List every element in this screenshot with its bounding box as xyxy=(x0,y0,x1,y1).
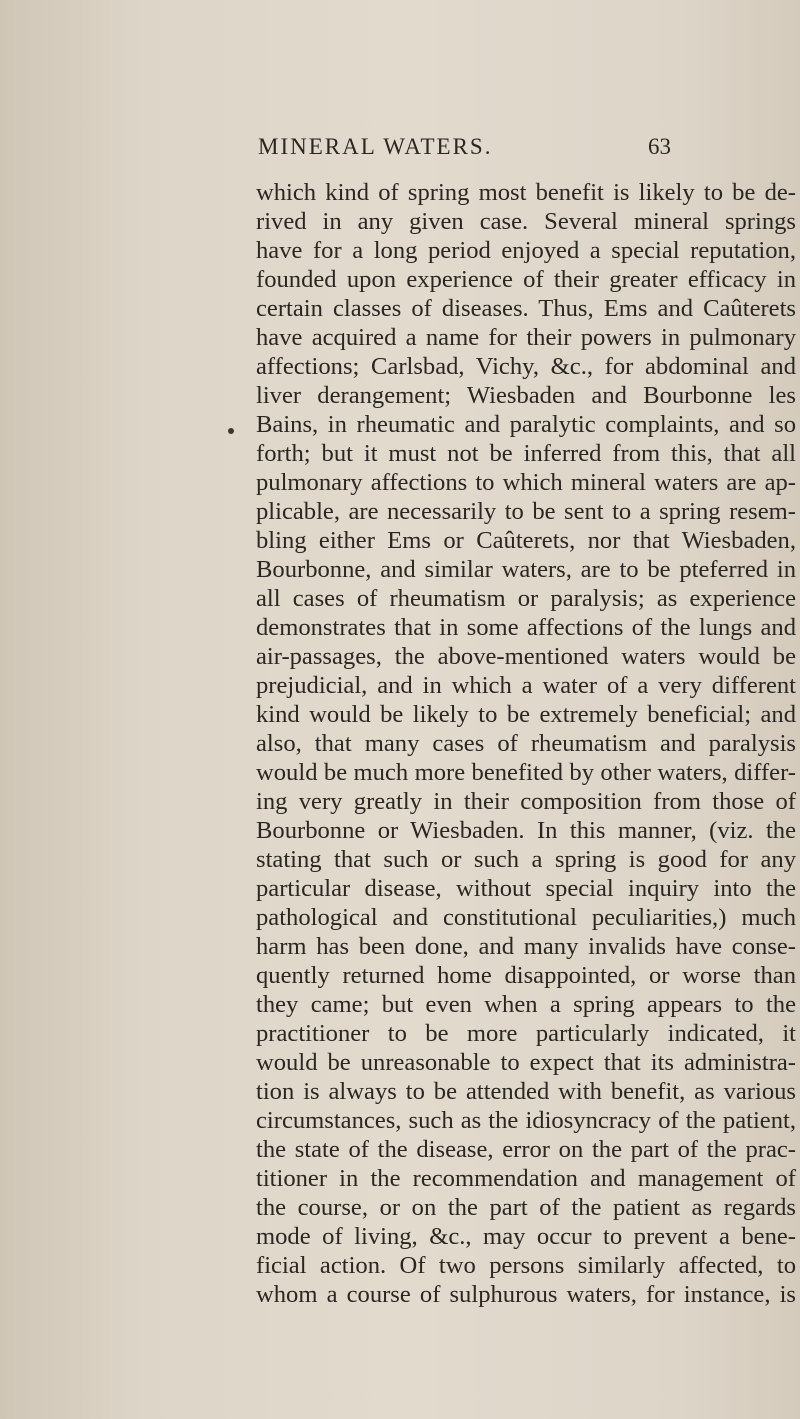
text-line: forth; but it must not be inferred from this, that all xyxy=(256,440,796,467)
text-line: kind would be likely to be extremely beneficial; and xyxy=(256,701,796,728)
text-line: would be much more benefited by other waters, differ- xyxy=(256,759,796,786)
text-line: whom a course of sulphurous waters, for instance, is xyxy=(256,1281,796,1308)
text-line: circumstances, such as the idiosyncracy of the patient, xyxy=(256,1107,796,1134)
text-line: Bourbonne or Wiesbaden. In this manner, (viz. the xyxy=(256,817,796,844)
running-header xyxy=(258,134,671,164)
text-line: quently returned home disappointed, or worse than xyxy=(256,962,796,989)
text-line: demonstrates that in some affections of the lungs and xyxy=(256,614,796,641)
text-line: particular disease, without special inquiry into the xyxy=(256,875,796,902)
text-line: Bourbonne, and similar waters, are to be pteferred in xyxy=(256,556,796,583)
text-line: certain classes of diseases. Thus, Ems and Caûterets xyxy=(256,295,796,322)
text-line: pulmonary affections to which mineral waters are ap- xyxy=(256,469,796,496)
text-line: titioner in the recommendation and management of xyxy=(256,1165,796,1192)
text-line: prejudicial, and in which a water of a very different xyxy=(256,672,796,699)
text-line: also, that many cases of rheumatism and paralysis xyxy=(256,730,796,757)
text-line: they came; but even when a spring appears to the xyxy=(256,991,796,1018)
text-line: affections; Carlsbad, Vichy, &c., for abdominal and xyxy=(256,353,796,380)
text-line: ing very greatly in their composition from those of xyxy=(256,788,796,815)
text-line: have acquired a name for their powers in pulmonary xyxy=(256,324,796,351)
text-line: would be unreasonable to expect that its administra- xyxy=(256,1049,796,1076)
text-line: air-passages, the above-mentioned waters would be xyxy=(256,643,796,670)
text-line: bling either Ems or Caûterets, nor that Wiesbaden, xyxy=(256,527,796,554)
body-paragraph xyxy=(256,178,796,1309)
running-title: MINERAL WATERS. xyxy=(258,134,493,159)
text-line: founded upon experience of their greater efficacy in xyxy=(256,266,796,293)
text-line: the state of the disease, error on the part of the prac- xyxy=(256,1136,796,1163)
text-line: rived in any given case. Several mineral springs xyxy=(256,208,796,235)
text-line: pathological and constitutional peculiarities,) much xyxy=(256,904,796,931)
text-line: ficial action. Of two persons similarly affected, to xyxy=(256,1252,796,1279)
text-line: harm has been done, and many invalids have conse- xyxy=(256,933,796,960)
text-line: the course, or on the part of the patient as regards xyxy=(256,1194,796,1221)
text-line: liver derangement; Wiesbaden and Bourbonne les xyxy=(256,382,796,409)
text-line: tion is always to be attended with benefit, as various xyxy=(256,1078,796,1105)
page-number: 63 xyxy=(648,134,671,159)
text-line: practitioner to be more particularly indicated, it xyxy=(256,1020,796,1047)
text-line: which kind of spring most benefit is likely to be de- xyxy=(256,179,796,206)
ink-speck xyxy=(228,428,234,434)
text-line: mode of living, &c., may occur to prevent a bene- xyxy=(256,1223,796,1250)
text-line: Bains, in rheumatic and paralytic complaints, and so xyxy=(256,411,796,438)
text-line: all cases of rheumatism or paralysis; as experience xyxy=(256,585,796,612)
text-line: have for a long period enjoyed a special reputation, xyxy=(256,237,796,264)
text-line: plicable, are necessarily to be sent to a spring resem- xyxy=(256,498,796,525)
text-line: stating that such or such a spring is good for any xyxy=(256,846,796,873)
